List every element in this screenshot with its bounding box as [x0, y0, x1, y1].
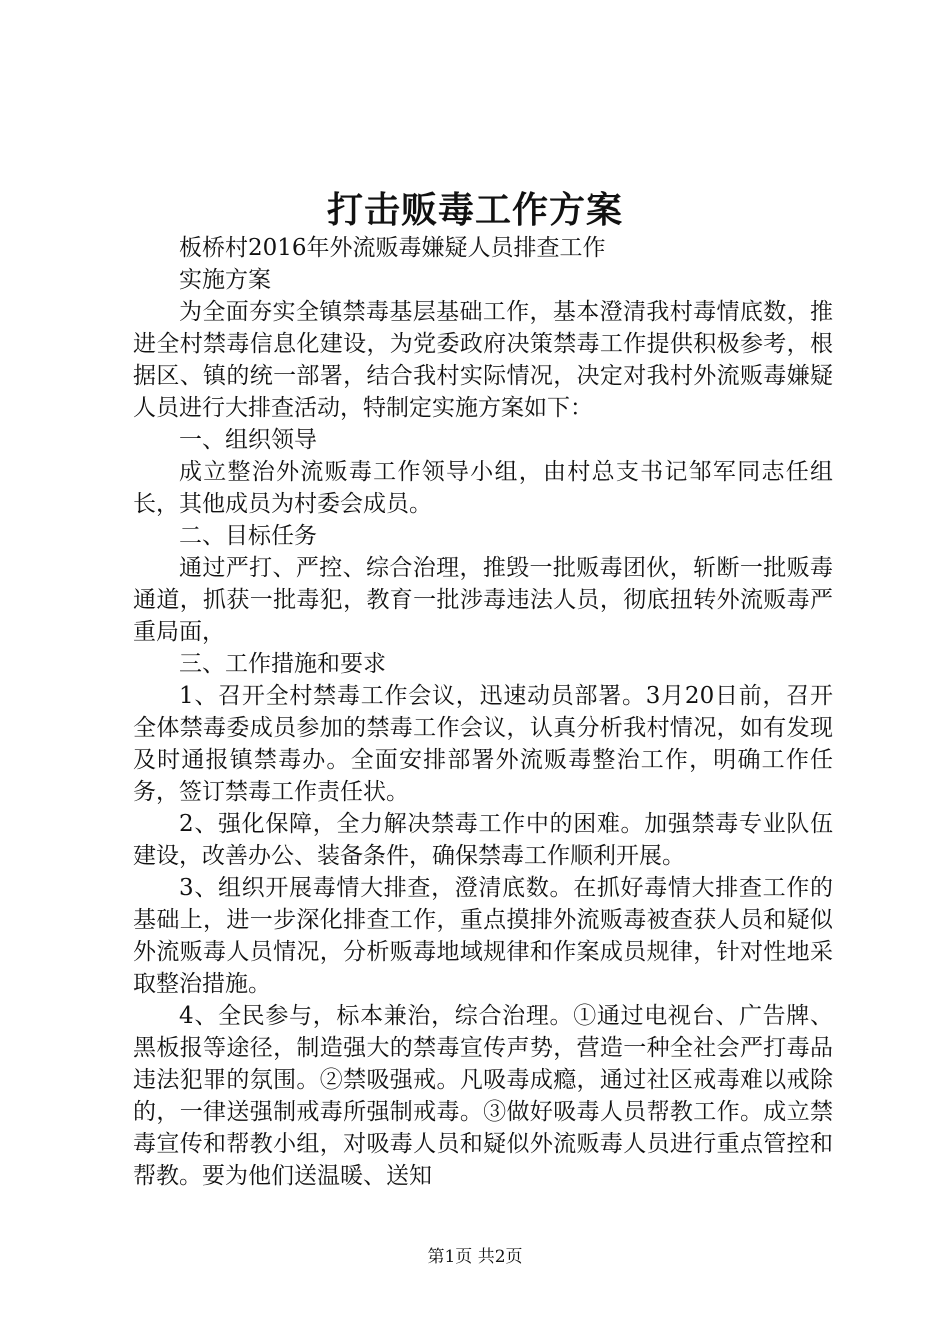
heading-goals: 二、目标任务	[179, 523, 317, 549]
paragraph-measure-1: 1、召开全村禁毒工作会议，迅速动员部署。3月20日前，召开全体禁毒委成员参加的禁毒工作会议，认真分析我村情况，如有发现及时通报镇禁毒办。全面安排部署外流贩毒整治工作，明确工作任务，签订禁毒工作责任状。	[133, 683, 833, 805]
heading-measures: 三、工作措施和要求	[179, 651, 386, 677]
paragraph-measure-4: 4、全民参与，标本兼治，综合治理。①通过电视台、广告牌、黑板报等途径，制造强大的禁毒宣传声势，营造一种全社会严打毒品违法犯罪的氛围。②禁吸强戒。凡吸毒成瘾，通过社区戒毒难以戒除的，一律送强制戒毒所强制戒毒。③做好吸毒人员帮教工作。成立禁毒宣传和帮教小组，对吸毒人员和疑似外流贩毒人员进行重点管控和帮教。要为他们送温暖、送知	[133, 1003, 833, 1189]
document-body	[133, 232, 833, 1192]
paragraph-goals: 通过严打、严控、综合治理，推毁一批贩毒团伙，斩断一批贩毒通道，抓获一批毒犯，教育一批涉毒违法人员，彻底扭转外流贩毒严重局面，	[133, 555, 833, 645]
paragraph-measure-2: 2、强化保障，全力解决禁毒工作中的困难。加强禁毒专业队伍建设，改善办公、装备条件，确保禁毒工作顺利开展。	[133, 811, 833, 869]
paragraph-intro: 为全面夯实全镇禁毒基层基础工作，基本澄清我村毒情底数，推进全村禁毒信息化建设，为党委政府决策禁毒工作提供积极参考，根据区、镇的统一部署，结合我村实际情况，决定对我村外流贩毒嫌疑人员进行大排查活动，特制定实施方案如下：	[133, 299, 833, 421]
heading-organization: 一、组织领导	[179, 427, 317, 453]
paragraph-organization: 成立整治外流贩毒工作领导小组，由村总支书记邹军同志任组长，其他成员为村委会成员。	[133, 459, 833, 517]
document-title: 打击贩毒工作方案	[326, 189, 623, 231]
paragraph-subtitle-line2: 实施方案	[179, 267, 271, 293]
paragraph-measure-3: 3、组织开展毒情大排查，澄清底数。在抓好毒情大排查工作的基础上，进一步深化排查工作，重点摸排外流贩毒被查获人员和疑似外流贩毒人员情况，分析贩毒地域规律和作案成员规律，针对性地采取整治措施。	[133, 875, 833, 997]
page-footer: 第1页 共2页	[427, 1247, 523, 1267]
paragraph-subtitle-line1: 板桥村2016年外流贩毒嫌疑人员排查工作	[179, 235, 606, 261]
